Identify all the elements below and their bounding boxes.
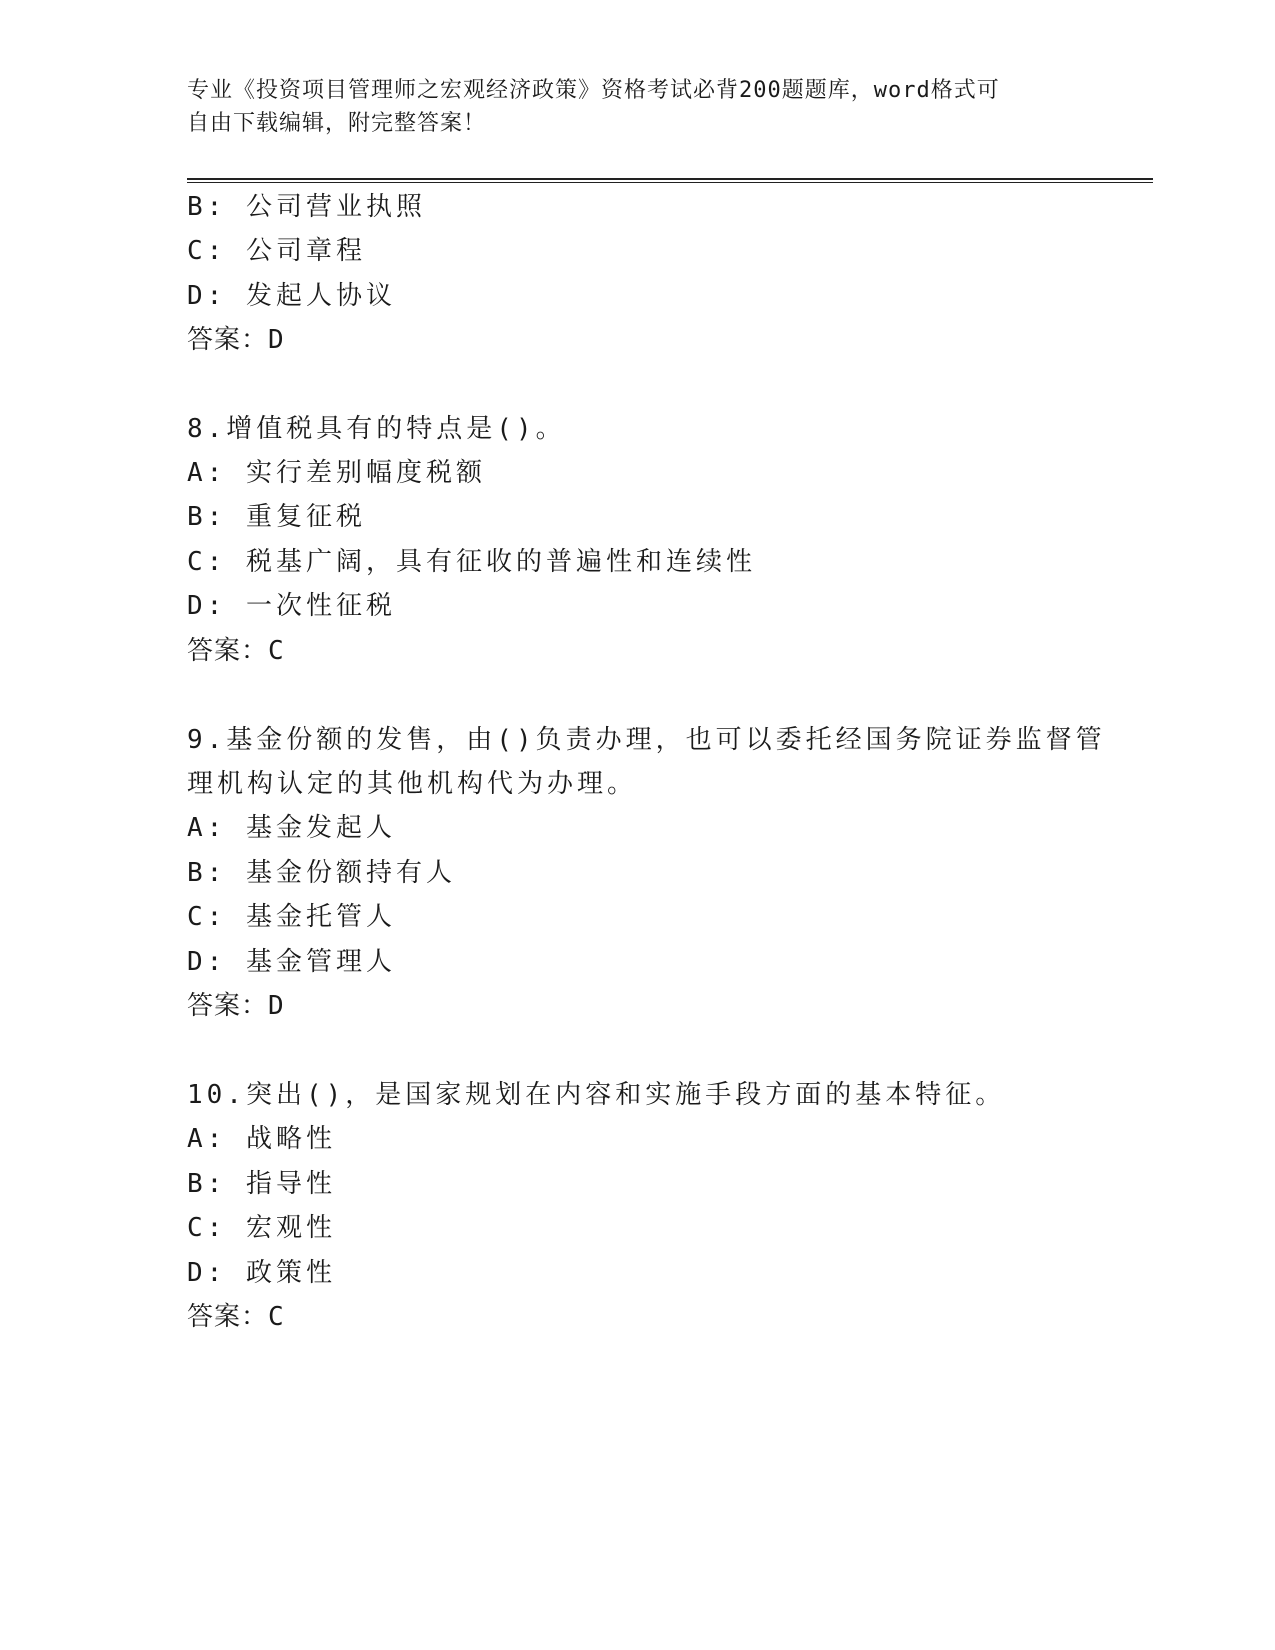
document-header: [187, 74, 1067, 140]
q8-answer: 答案：C: [187, 636, 285, 666]
q9-option-b: B: 基金份额持有人: [187, 858, 456, 888]
header-divider: [187, 178, 1153, 183]
q8-option-c: C: 税基广阔，具有征收的普遍性和连续性: [187, 547, 756, 577]
q10-option-d: D: 政策性: [187, 1258, 336, 1288]
q8-option-b: B: 重复征税: [187, 502, 366, 532]
q7-option-c: C: 公司章程: [187, 236, 366, 266]
q10-option-b: B: 指导性: [187, 1169, 336, 1199]
header-line-2: 自由下载编辑，附完整答案！: [187, 111, 487, 136]
q10-option-c: C: 宏观性: [187, 1213, 336, 1243]
q8-option-a: A: 实行差别幅度税额: [187, 458, 486, 488]
q7-answer: 答案：D: [187, 325, 285, 355]
q9-option-c: C: 基金托管人: [187, 902, 396, 932]
q7-option-b: B: 公司营业执照: [187, 192, 426, 222]
q7-option-d: D: 发起人协议: [187, 281, 396, 311]
q9-question-line-1: 9.基金份额的发售，由()负责办理，也可以委托经国务院证券监督管: [187, 725, 1106, 755]
header-line-1: 专业《投资项目管理师之宏观经济政策》资格考试必背200题题库，word格式可: [187, 78, 1000, 103]
q10-question: 10.突出()，是国家规划在内容和实施手段方面的基本特征。: [187, 1080, 1006, 1110]
q10-answer: 答案：C: [187, 1302, 285, 1332]
q9-answer: 答案：D: [187, 991, 285, 1021]
q8-option-d: D: 一次性征税: [187, 591, 396, 621]
q9-option-d: D: 基金管理人: [187, 947, 396, 977]
q10-option-a: A: 战略性: [187, 1124, 336, 1154]
q8-question: 8.增值税具有的特点是()。: [187, 414, 566, 444]
q9-option-a: A: 基金发起人: [187, 813, 396, 843]
q9-question-line-2: 理机构认定的其他机构代为办理。: [187, 769, 638, 799]
